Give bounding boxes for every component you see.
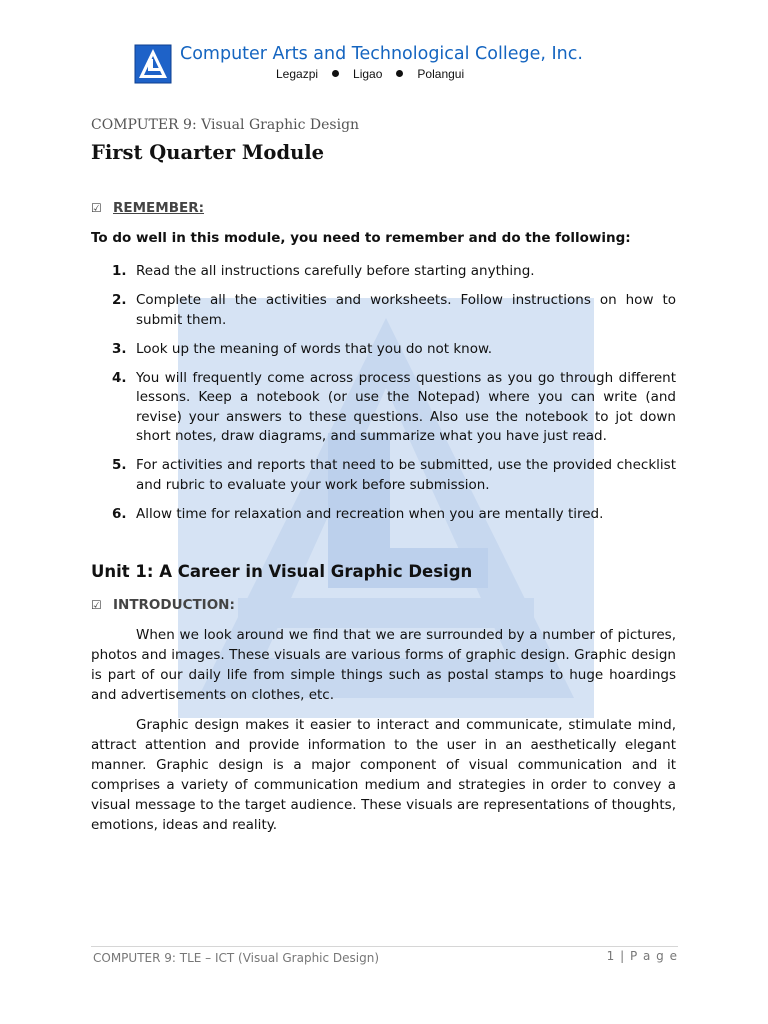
item-number: 3. [112,340,127,357]
footer-divider [91,946,678,947]
college-name: Computer Arts and Technological College, Inc. [180,44,583,64]
item-number: 1. [112,263,127,279]
introduction-heading [91,597,235,613]
campus-polangui: Polangui [417,67,465,81]
remember-heading [91,200,204,216]
list-item [91,505,676,525]
item-text: Read the all instructions carefully before starting anything. [136,263,535,279]
footer-course: COMPUTER 9: TLE – ICT (Visual Graphic Design) [93,951,380,965]
item-text: Look up the meaning of words that you do not know. [136,340,493,357]
item-number: 4. [112,369,127,386]
list-item [91,340,676,360]
bullet-dot-icon [332,70,339,77]
list-item [91,369,676,447]
campus-legazpi: Legazpi [276,67,319,81]
remember-label: REMEMBER: [113,200,205,216]
college-logo-icon [134,44,172,84]
introduction-label: INTRODUCTION: [113,597,235,613]
checkbox-icon: ☑ [91,598,102,612]
campus-ligao: Ligao [353,67,383,81]
list-item [91,291,676,330]
list-item [91,262,676,282]
module-title: First Quarter Module [91,141,325,164]
unit-title: Unit 1: A Career in Visual Graphic Design [91,562,473,581]
instruction-list [91,262,676,534]
item-number: 6. [112,505,127,522]
item-number: 2. [112,292,127,308]
list-item [91,456,676,495]
course-title: COMPUTER 9: Visual Graphic Design [91,117,360,133]
item-text: For activities and reports that need to be submitted, use the provided checklist and rubric to evaluate your work before submission. [136,457,676,493]
intro-paragraph-1: When we look around we find that we are surrounded by a number of pictures, photos and images. These visuals are various forms of graphic design. Graphic design is part of our daily life from simple things such as postal stamps to huge hoardings and advertisements on clothes, etc. [91,627,676,703]
checkbox-icon: ☑ [91,201,102,215]
bullet-dot-icon [396,70,403,77]
item-text: You will frequently come across process questions as you go through different lessons. Keep a notebook (or use the Notepad) where you can write (and revise) your answers to these questions. Also use the notebook to jot down short notes, draw diagrams, and summarize what you have just read. [136,369,676,444]
item-text: Complete all the activities and worksheets. Follow instructions on how to submit them. [136,292,676,328]
campus-list [276,67,464,81]
page-number: 1 | P a g e [606,949,678,963]
item-number: 5. [112,457,127,473]
item-text: Allow time for relaxation and recreation when you are mentally tired. [136,505,604,522]
intro-paragraph-2: Graphic design makes it easier to interact and communicate, stimulate mind, attract attention and provide information to the user in an aesthetically elegant manner. Graphic design is a major component of visual communication and it comprises a variety of communication medium and strategies in order to convey a visual message to the target audience. These visuals are representations of thoughts, emotions, ideas and reality. [91,717,676,833]
remember-lead: To do well in this module, you need to remember and do the following: [91,230,631,246]
